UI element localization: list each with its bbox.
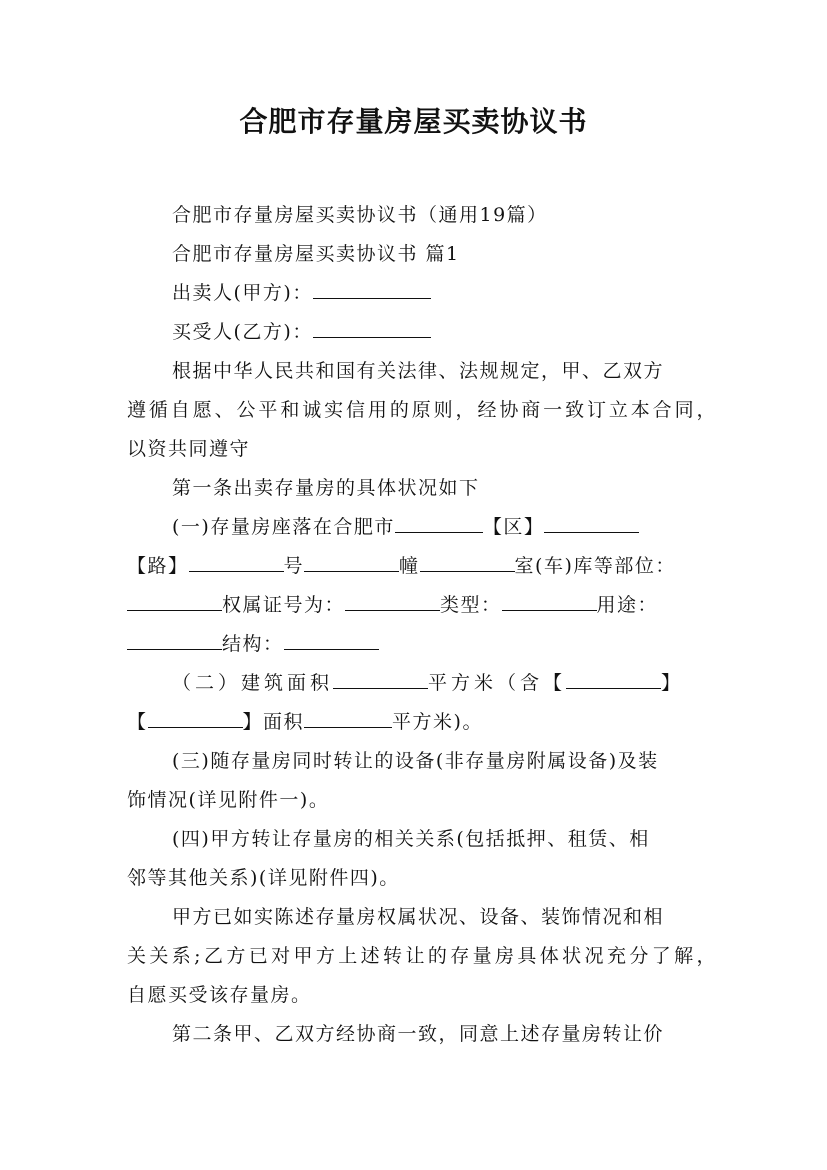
item3-line-2: 饰情况(详见附件一)。: [127, 789, 330, 811]
buyer-label: 买受人(乙方)：: [172, 321, 313, 343]
clause2-line-1: 第二条甲、乙双方经协商一致，同意上述存量房转让价: [172, 1023, 665, 1045]
blank: [304, 709, 392, 728]
intro-line-3: 以资共同遵守: [127, 438, 251, 460]
buyer-blank: [313, 319, 431, 338]
intro-line-1: 根据中华人民共和国有关法律、法规规定，甲、乙双方: [172, 360, 665, 382]
clause1-heading: 第一条出卖存量房的具体状况如下: [172, 477, 480, 499]
seller-label: 出卖人(甲方)：: [172, 282, 313, 304]
item3-line-1: (三)随存量房同时转让的设备(非存量房附属设备)及装: [172, 750, 659, 772]
blank: [544, 514, 639, 533]
blank: [345, 592, 440, 611]
item1-text-4: 号: [283, 555, 305, 577]
blank: [333, 670, 428, 689]
blank: [304, 553, 399, 572]
item1-text-1: (一)存量房座落在合肥市: [172, 516, 395, 538]
item2-text-2: 平方米（含【: [428, 672, 567, 694]
intro-line-2: 遵循自愿、公平和诚实信用的原则，经协商一致订立本合同，: [127, 399, 717, 421]
statement-line-1: 甲方已如实陈述存量房权属状况、设备、装饰情况和相: [172, 906, 665, 928]
item1-text-7: 权属证号为：: [222, 594, 346, 616]
item1-line-2: [127, 551, 717, 578]
item4-line-1: (四)甲方转让存量房的相关关系(包括抵押、租赁、相: [172, 828, 650, 850]
article-heading: 合肥市存量房屋买卖协议书 篇1: [172, 243, 460, 265]
item1-text-3: 【路】: [127, 555, 189, 577]
blank: [284, 631, 379, 650]
blank: [148, 709, 243, 728]
blank: [502, 592, 597, 611]
item1-text-10: 结构：: [222, 633, 284, 655]
item2-text-3: 】: [661, 672, 685, 694]
blank: [127, 631, 222, 650]
blank: [127, 592, 222, 611]
blank: [566, 670, 661, 689]
item2-line-2: [127, 707, 717, 734]
blank: [189, 553, 284, 572]
statement-line-3: 自愿买受该存量房。: [127, 984, 312, 1006]
item1-line-4: [127, 629, 717, 656]
seller-blank: [313, 280, 431, 299]
item1-text-5: 幢: [399, 555, 420, 577]
item2-text-5: 】面积: [242, 711, 305, 733]
document-title: 合肥市存量房屋买卖协议书: [239, 105, 588, 138]
statement-line-2: 关关系;乙方已对甲方上述转让的存量房具体状况充分了解，: [127, 945, 717, 967]
blank: [395, 514, 483, 533]
item2-text-1: （二）建筑面积: [172, 672, 334, 694]
item1-text-6: 室(车)库等部位：: [514, 555, 676, 577]
item2-text-6: 平方米)。: [392, 711, 483, 733]
item1-text-9: 用途：: [596, 594, 659, 616]
item2-line-1: [172, 668, 712, 695]
item4-line-2: 邻等其他关系)(详见附件四)。: [127, 867, 400, 889]
item1-line-1: [172, 512, 702, 539]
document-subtitle: 合肥市存量房屋买卖协议书（通用19篇）: [172, 204, 548, 226]
item1-line-3: [127, 590, 717, 617]
item1-text-8: 类型：: [440, 594, 502, 616]
blank: [420, 553, 515, 572]
seller-field: [172, 278, 762, 305]
buyer-field: [172, 317, 762, 344]
item2-text-4: 【: [127, 711, 148, 733]
item1-text-2: 【区】: [482, 516, 545, 538]
